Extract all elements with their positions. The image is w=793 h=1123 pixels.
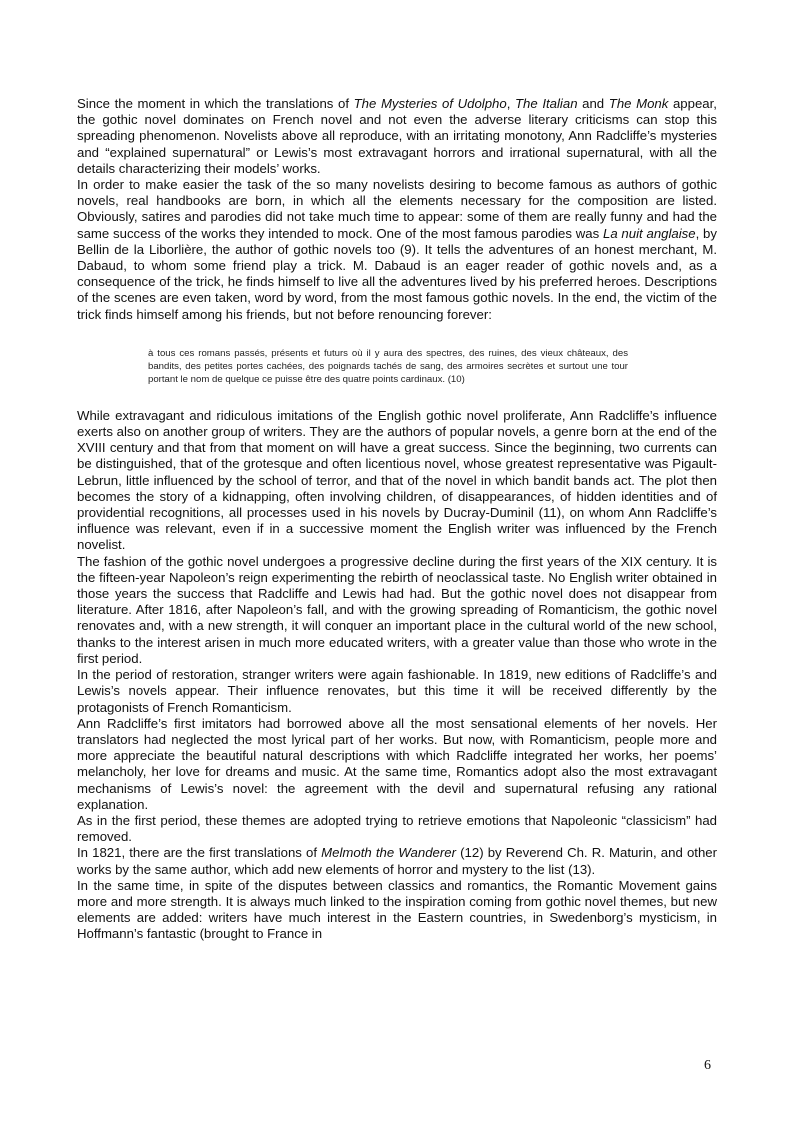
book-title-monk: The Monk <box>608 96 669 111</box>
paragraph-1: Since the moment in which the translations of The Mysteries of Udolpho, The Italian and The Monk appear, the gothic novel dominates on French novel and not even the adverse literary criticisms can stop this spreading phenomenon. Novelists above all reproduce, with an irritating monotony, Ann Radcliffe’s mysteries and “explained supernatural” or Lewis’s most extravagant horrors and irrational supernatural, with all the details characterizing their models’ works. <box>77 96 717 176</box>
paragraph-3: While extravagant and ridiculous imitations of the English gothic novel proliferate, Ann Radcliffe’s influence exerts also on another group of writers. They are the authors of popular novels, a genre born at the end of the XVIII century and that from that moment on will have a great success. Since the beginning, two currents can be distinguished, that of the grotesque and often licentious novel, whose greatest representative was Pigault-Lebrun, little influenced by the school of terror, and that of the novel in which bandit bands act. The plot then becomes the story of a kidnapping, often involving children, of disappearances, of hidden identities and of providential recognitions, all processes used in his novels by Ducray-Duminil (11), on whom Ann Radcliffe’s influence was relevant, even if in a successive moment the English writer was influenced by the French novelist. <box>77 407 717 553</box>
book-title-udolpho: The Mysteries of Udolpho <box>353 96 507 111</box>
paragraph-4: The fashion of the gothic novel undergoes a progressive decline during the first years of the XIX century. It is the fifteen-year Napoleon’s reign experimenting the rebirth of neoclassical taste. No English writer obtained in those years the success that Radcliffe and Lewis had had. But the gothic novel does not disappear from literature. After 1816, after Napoleon’s fall, and with the growing spreading of Romanticism, the gothic novel renovates and, with a new strength, it will conquer an important place in the cultural world of the new school, thanks to the interest arisen in much more educated writers, with a greater value than those who wrote in the first period. <box>77 553 717 666</box>
paragraph-8: In 1821, there are the first translations of Melmoth the Wanderer (12) by Reverend Ch. R. Maturin, and other works by the same author, which add new elements of horror and mystery to the list (13). <box>77 845 718 877</box>
book-title-nuit-anglaise: La nuit anglaise <box>602 225 696 241</box>
quote-text: à tous ces romans passés, présents et futurs où il y aura des spectres, des ruines, des vieux châteaux, des bandits, des petites portes cachées, des poignards tachés de sang, des armoires secrètes et surtout une tour portant le nom de quelque ce puisse être des quatre points cardinaux. (10) <box>148 347 628 385</box>
page-number: 6 <box>704 1058 711 1073</box>
paragraph-2: In order to make easier the task of the so many novelists desiring to become famous as authors of gothic novels, real handbooks are born, in which all the elements necessary for the composition are listed. Obviously, satires and parodies did not take much time to appear: some of them are really funny and had the same success of the works they intended to mock. One of the most famous parodies was La nuit anglaise, by Bellin de la Liborlière, the author of gothic novels too (9). It tells the adventures of an honest merchant, M. Dabaud, to whom some friend play a trick. M. Dabaud is an eager reader of gothic novels and, as a consequence of the trick, he finds himself to live all the adventures lived by his preferred heroes. Descriptions of the scenes are even taken, word by word, from the most famous gothic novels. In the end, the victim of the trick finds himself among his friends, but not before renouncing forever: <box>77 177 717 322</box>
paragraph-9: In the same time, in spite of the disputes between classics and romantics, the Romantic Movement gains more and more strength. It is always much linked to the inspiration coming from gothic novel themes, but new elements are added: writers have much interest in the Eastern countries, in Swedenborg’s mysticism, in Hoffmann’s fantastic (brought to France in <box>77 877 717 942</box>
paragraph-7: As in the first period, these themes are adopted trying to retrieve emotions that Napoleonic “classicism” had removed. <box>77 812 717 845</box>
block-quote <box>148 347 628 386</box>
book-title-melmoth: Melmoth the Wanderer <box>321 845 456 861</box>
paragraph-5: In the period of restoration, stranger writers were again fashionable. In 1819, new editions of Radcliffe’s and Lewis’s novels appear. Their influence renovates, but this time it will be received differently by the protagonists of French Romanticism. <box>77 667 717 715</box>
document-body <box>77 96 717 943</box>
paragraph-6: Ann Radcliffe’s first imitators had borrowed above all the most sensational elements of her novels. Her translators had neglected the most lyrical part of her works. But now, with Romanticism, people more and more appreciate the beautiful natural descriptions with which Radcliffe integrated her works, her poems’ melancholy, her love for dreams and music. At the same time, Romantics adopt also the most extravagant mechanisms of Lewis’s novel: the agreement with the devil and supernatural refusing any rational explanation. <box>77 715 717 812</box>
book-title-italian: The Italian <box>515 96 578 111</box>
